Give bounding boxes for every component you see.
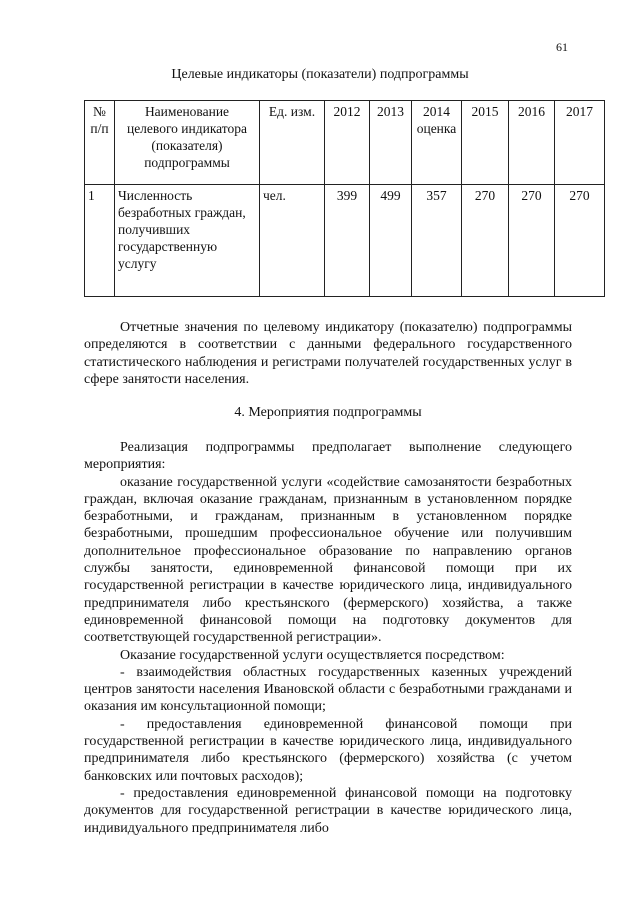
header-year-2016: 2016: [509, 101, 555, 185]
value-2014: 357: [412, 185, 462, 297]
paragraph-intro: Реализация подпрограммы предполагает выполнение следующего мероприятия:: [84, 440, 572, 473]
section-heading: 4. Мероприятия подпрограммы: [234, 405, 422, 420]
list-item: - предоставления единовременной финансовой помощи на подготовку документов для государственной регистрации в качестве юридического лица, индивидуального предпринимателя либо: [84, 785, 572, 836]
value-2012: 399: [325, 185, 370, 297]
value-2013: 499: [370, 185, 412, 297]
table-row: [85, 185, 605, 297]
indicators-table: [84, 100, 605, 297]
paragraph-service-description: оказание государственной услуги «содействие самозанятости безработных граждан, включая оказание гражданам, признанным в установленном порядке безработными, и гражданам, признанным в установленном порядке безработными, прошедшим профессиональное обучение или получившим дополнительное профессиональное образование по направлению органов службы занятости, единовременной финансовой помощи при их государственной регистрации в качестве юридического лица, индивидуального предпринимателя либо крестьянского (фермерского) хозяйства, а также единовременной финансовой помощи на подготовку документов для соответствующей государственной регистрации».: [84, 474, 572, 646]
paragraph-service-means: Оказание государственной услуги осуществляется посредством:: [120, 647, 505, 663]
header-number: № п/п: [85, 101, 115, 185]
header-year-2013: 2013: [370, 101, 412, 185]
row-unit: чел.: [260, 185, 325, 297]
value-2017: 270: [555, 185, 605, 297]
header-year-2015: 2015: [462, 101, 509, 185]
header-indicator-name: Наименование целевого индикатора (показателя) подпрограммы: [115, 101, 260, 185]
table-title: Целевые индикаторы (показатели) подпрограммы: [171, 67, 469, 82]
value-2016: 270: [509, 185, 555, 297]
value-2015: 270: [462, 185, 509, 297]
header-year-2012: 2012: [325, 101, 370, 185]
section-body: [84, 439, 572, 837]
list-item: - предоставления единовременной финансовой помощи при государственной регистрации в качестве юридического лица, индивидуального предпринимателя либо крестьянского (фермерского) хозяйства (с учетом банковских или почтовых расходов);: [84, 716, 572, 784]
row-number: 1: [85, 185, 115, 297]
row-indicator-name: Численность безработных граждан, получивших государственную услугу: [115, 185, 260, 297]
header-unit: Ед. изм.: [260, 101, 325, 185]
list-item: - взаимодействия областных государственных казенных учреждений центров занятости населения Ивановской области с безработными гражданами и оказания им консультационной помощи;: [84, 664, 572, 715]
page-number: 61: [556, 40, 568, 54]
header-year-2014: 2014 оценка: [412, 101, 462, 185]
paragraph-reporting-values: Отчетные значения по целевому индикатору (показателю) подпрограммы определяются в соответствии с данными федерального государственного статистического наблюдения и регистрами получателей государственных услуг в сфере занятости населения.: [84, 320, 572, 387]
header-year-2017: 2017: [555, 101, 605, 185]
